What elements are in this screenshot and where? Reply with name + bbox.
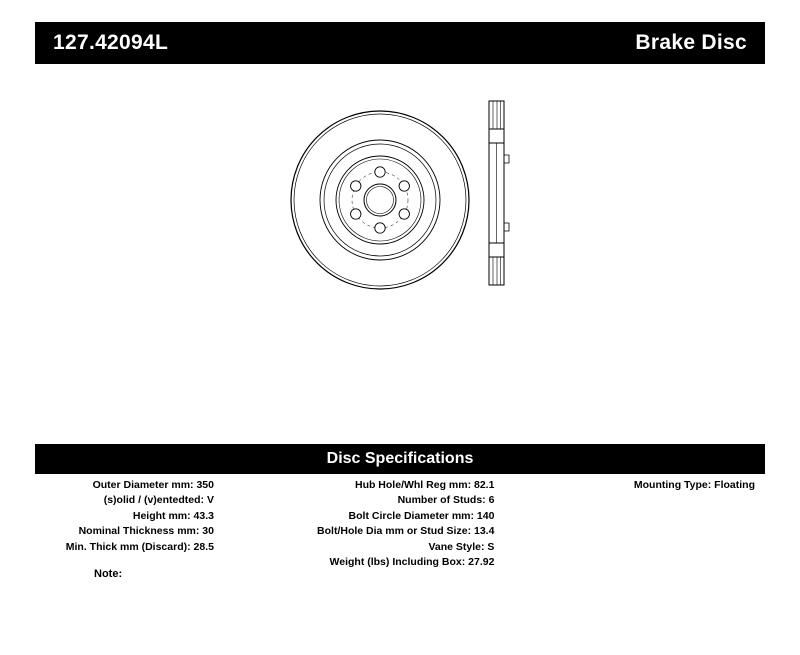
spec-item: Bolt Circle Diameter mm: 140 (348, 509, 495, 522)
specs-title: Disc Specifications (326, 450, 474, 467)
specs-column-left (35, 478, 226, 555)
spec-item: Weight (lbs) Including Box: 27.92 (329, 556, 495, 569)
spec-item: Number of Studs: 6 (397, 494, 495, 507)
note-label: Note: (94, 568, 123, 580)
spec-item: Bolt/Hole Dia mm or Stud Size: 13.4 (317, 525, 495, 538)
spec-item: Nominal Thickness mm: 30 (78, 525, 214, 538)
spec-item: Hub Hole/Whl Reg mm: 82.1 (354, 479, 495, 491)
spec-item: (s)olid / (v)entedted: V (103, 494, 214, 507)
specs-column-middle (226, 478, 506, 570)
spec-item: Min. Thick mm (Discard): 28.5 (65, 540, 214, 553)
product-type-label: Brake Disc (635, 31, 747, 54)
part-number: 127.42094L (53, 31, 169, 54)
disc-specifications-header (35, 444, 765, 474)
specs-body (35, 478, 765, 570)
specs-column-right (506, 478, 765, 493)
brake-rotor-side-section-view (475, 93, 535, 318)
brake-rotor-face-view (285, 105, 475, 300)
header-bar (35, 22, 765, 64)
spec-item: Outer Diameter mm: 350 (92, 479, 214, 491)
spec-item: Mounting Type: Floating (633, 479, 755, 491)
spec-item: Height mm: 43.3 (132, 509, 214, 522)
technical-drawing (35, 75, 765, 405)
spec-item: Vane Style: S (428, 540, 495, 553)
